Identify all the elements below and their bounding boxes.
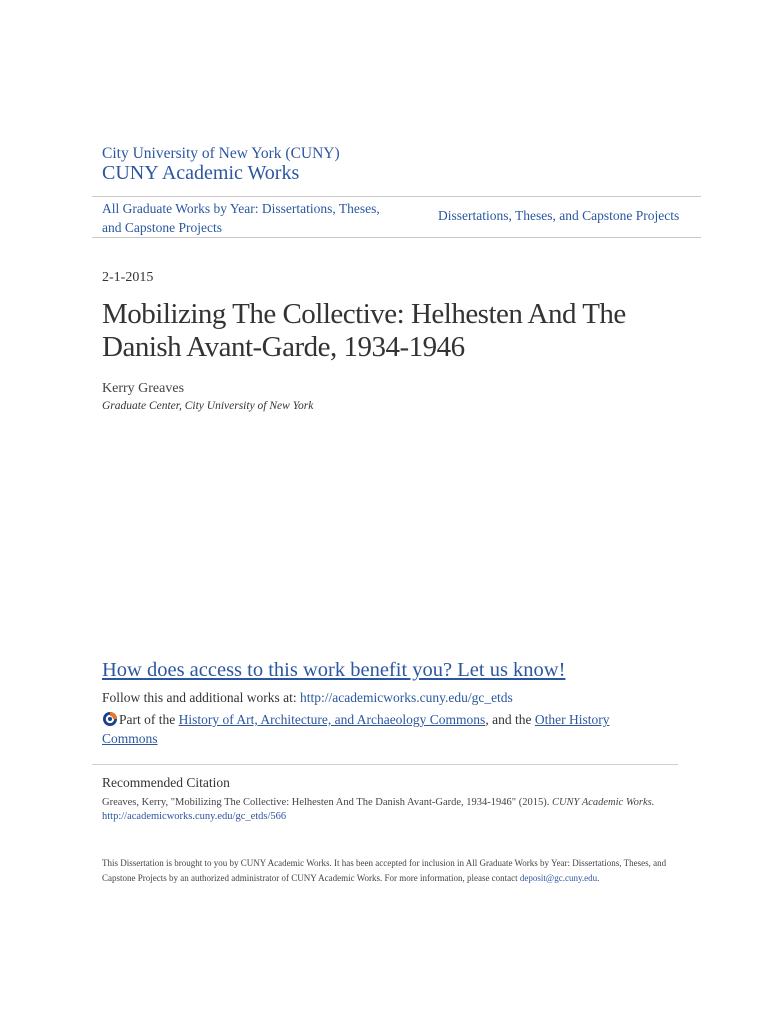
divider-collections — [92, 237, 701, 238]
author-name: Kerry Greaves — [102, 381, 185, 396]
author-affiliation: Graduate Center, City University of New York — [102, 400, 314, 412]
footer-text: This Dissertation is brought to you by CUNY Academic Works. It has been accepted for inclusion in All Graduate Works by Year: Dissertations, Theses, and Capstone Projects by an authorized administrator of CUNY Academic Works. For more information, please contact — [102, 858, 667, 883]
collection-link-dissertations[interactable]: Dissertations, Theses, and Capstone Projects — [438, 208, 680, 223]
citation-source: CUNY Academic Works. — [551, 797, 655, 808]
commons-link-other-history[interactable]: Other History Commons — [102, 712, 610, 746]
feedback-link[interactable]: How does access to this work benefit you? Let us know! — [102, 659, 566, 681]
publication-date: 2-1-2015 — [102, 270, 154, 285]
divider-citation — [92, 764, 678, 765]
citation-block — [102, 796, 682, 824]
footer-notice — [102, 856, 682, 886]
follow-line — [102, 690, 513, 706]
part-of-line — [102, 710, 662, 748]
part-of-prefix: Part of the — [119, 712, 179, 727]
citation-text: Greaves, Kerry, "Mobilizing The Collective: Helhesten And The Danish Avant-Garde, 1934-1946" (2015). — [102, 797, 552, 808]
contact-email-link[interactable]: deposit@gc.cuny.edu — [519, 873, 598, 883]
bepress-network-icon — [102, 711, 118, 727]
site-name-link[interactable]: CUNY Academic Works — [102, 162, 300, 184]
commons-link-art-history[interactable]: History of Art, Architecture, and Archaeology Commons — [178, 712, 486, 727]
institution-link[interactable]: City University of New York (CUNY) — [102, 145, 340, 162]
follow-url-link[interactable]: http://academicworks.cuny.edu/gc_etds — [300, 690, 513, 705]
footer-end: . — [597, 873, 600, 883]
work-title: Mobilizing The Collective: Helhesten And The Danish Avant-Garde, 1934-1946 — [102, 298, 626, 363]
citation-url-link[interactable]: http://academicworks.cuny.edu/gc_etds/566 — [102, 811, 287, 822]
part-of-mid: , and the — [485, 712, 535, 727]
citation-heading: Recommended Citation — [102, 775, 230, 790]
collection-link-all-graduate-works[interactable]: All Graduate Works by Year: Dissertations, Theses, and Capstone Projects — [102, 201, 380, 235]
divider-top — [92, 196, 701, 197]
follow-prefix: Follow this and additional works at: — [102, 690, 300, 705]
